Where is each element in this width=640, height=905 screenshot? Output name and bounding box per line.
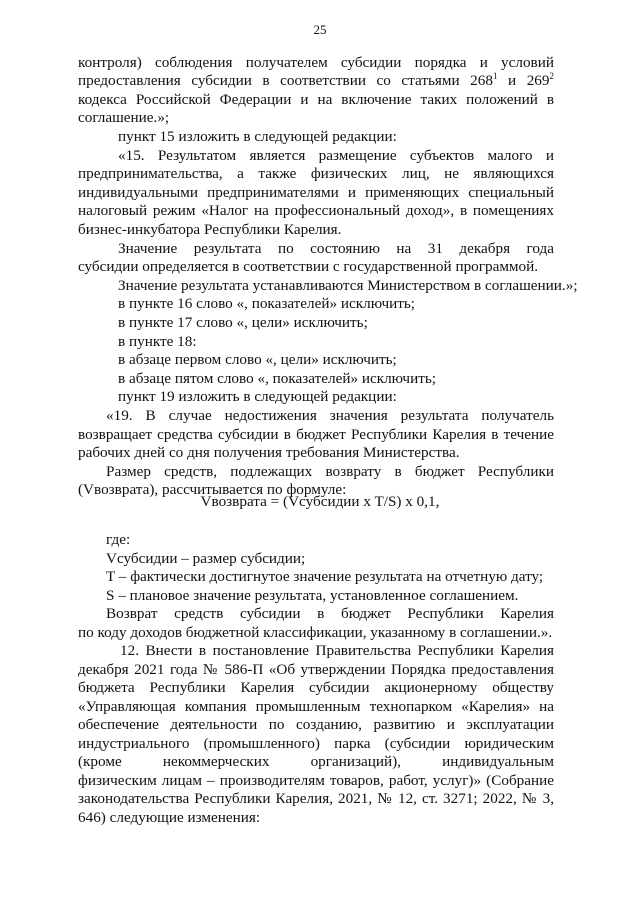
text-line: 12. Внести в постановление Правительства Республики Карелия [120,642,554,659]
text-line: возвращает средства субсидии в бюджет Республики Карелия в течение [78,426,554,443]
text-line: субсидии определяется в соответствии с государственной программой. [78,258,539,275]
text-line: законодательства Республики Карелия, 2021, № 12, ст. 3271; 2022, № 3, [78,790,554,807]
text-line: T – фактически достигнутое значение результата на отчетную дату; [106,568,544,585]
text-line: в абзаце пятом слово «, показателей» исключить; [118,370,436,387]
text-line: соглашение.»; [78,109,170,126]
text-line: (кроме некоммерческих организаций), индивидуальным [78,753,554,770]
text-line: Значение результата по состоянию на 31 декабря года [118,240,554,257]
text-line: в пункте 18: [118,333,197,350]
text-line: бюджета Республики Карелия субсидии акционерному обществу [78,679,554,696]
text-line: декабря 2021 года № 586-П «Об утверждении Порядка предоставления [78,661,554,678]
text-line: (Vвозврата), рассчитывается по формуле: [78,481,347,498]
page-number: 25 [313,22,327,37]
text-line: Возврат средств субсидии в бюджет Республики Карелия [106,605,554,622]
text-line: по коду доходов бюджетной классификации, указанному в соглашении.». [78,624,553,641]
text-line: рабочих дней со дня получения требования Министерства. [78,444,460,461]
text-line: Vсубсидии – размер субсидии; [106,550,306,567]
text-line: пункт 15 изложить в следующей редакции: [118,128,397,145]
text-line: предоставления субсидии в соответствии со статьями $268^1$ и $269^2$ [78,72,554,89]
text-line: налоговый режим «Налог на профессиональный доход», в помещениях [78,202,554,219]
text-line: бизнес-инкубатора Республики Карелия. [78,221,342,238]
text-line: «19. В случае недостижения значения результата получатель [106,407,554,424]
text-line: пункт 19 изложить в следующей редакции: [118,388,397,405]
text-line: где: [106,531,131,548]
text-line: индустриального (промышленного) парка (субсидии юридическим [78,735,554,752]
text-line: кодекса Российской Федерации и на включение таких положений в [78,91,554,108]
text-line: в пункте 17 слово «, цели» исключить; [118,314,368,331]
text-line: Значение результата устанавливаются Министерством в соглашении.»; [118,277,578,294]
text-line: в пункте 16 слово «, показателей» исключить; [118,295,416,312]
text-line: обеспечение деятельности по созданию, развитию и эксплуатации [78,716,554,733]
text-line: индивидуальными предпринимателями и применяющих специальный [78,184,554,201]
text-line: контроля) соблюдения получателем субсидии порядка и условий [78,54,554,71]
text-line: S – плановое значение результата, установленное соглашением. [106,587,519,604]
text-line: 646) следующие изменения: [78,809,261,826]
text-line: «15. Результатом является размещение субъектов малого и [118,147,554,164]
text-line: физическим лицам – производителям товаров, работ, услуг)» (Собрание [78,772,554,789]
text-line: в абзаце первом слово «, цели» исключить; [118,351,397,368]
text-line: «Управляющая компания промышленным технопарком «Карелия» на [78,698,554,715]
formula: Vвозврата = (Vсубсидии x T/S) x 0,1, [200,493,440,510]
text-line: Размер средств, подлежащих возврату в бюджет Республики [106,463,554,480]
text-line: предпринимательства, а также физических лиц, не являющихся [78,165,554,182]
